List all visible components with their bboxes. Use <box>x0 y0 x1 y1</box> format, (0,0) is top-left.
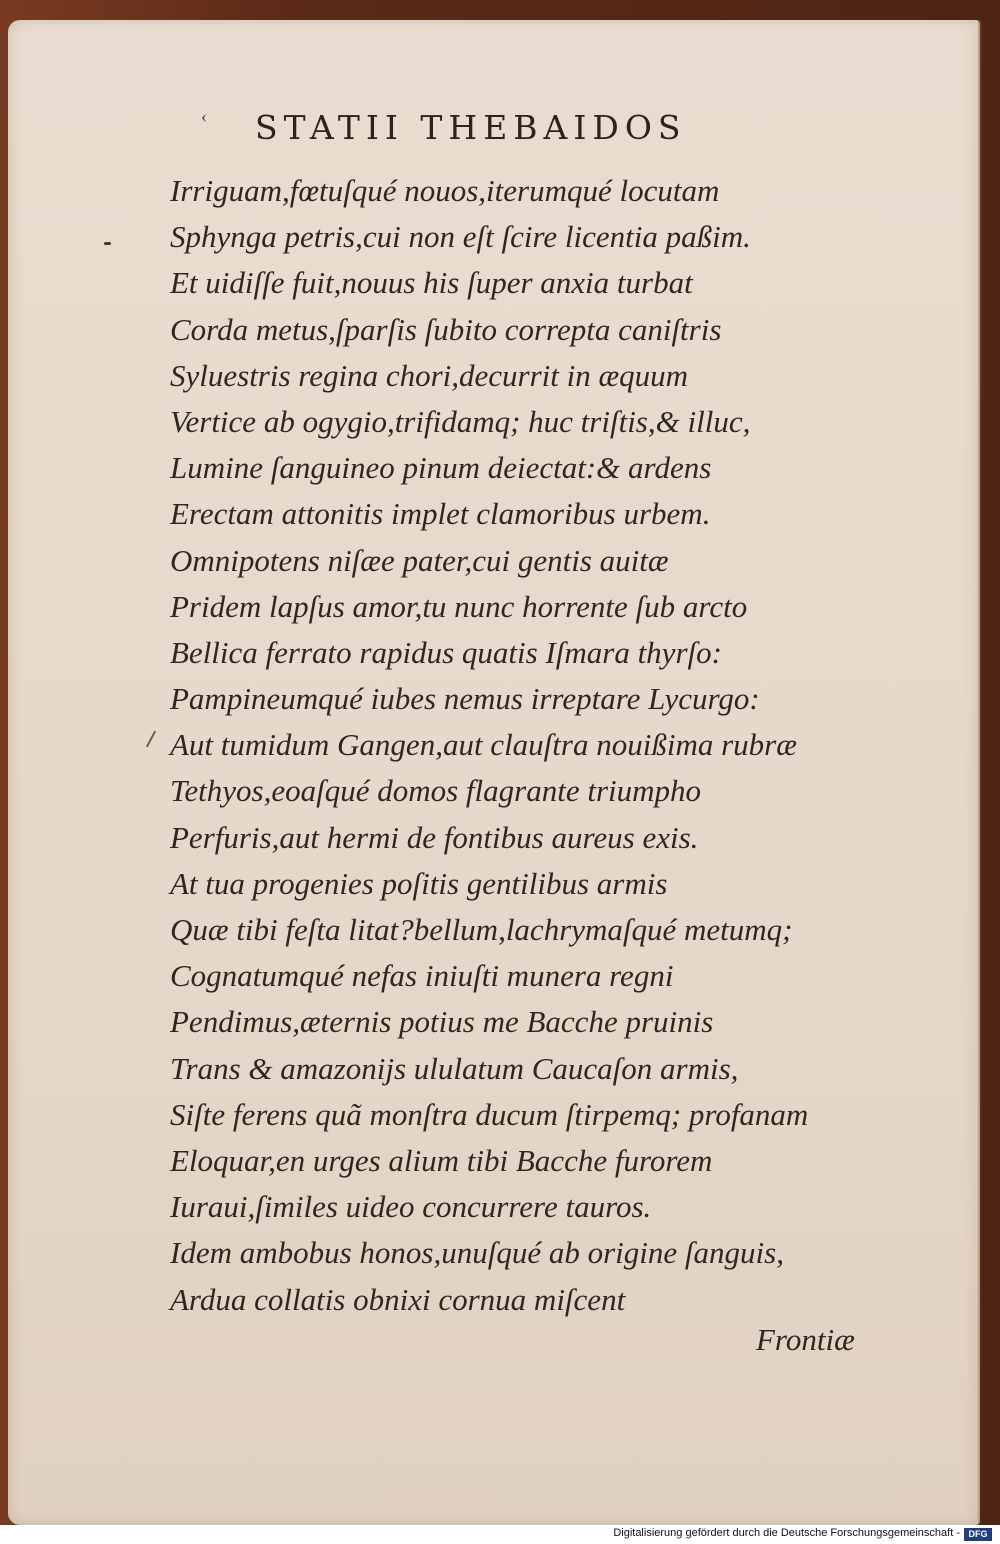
verse-line: Aut tumidum Gangen,aut clauſtra nouißima rubræ <box>170 727 797 763</box>
verse-line: Trans & amazonijs ululatum Caucaſon armis, <box>170 1050 739 1086</box>
verse-line: Quæ tibi feſta litat?bellum,lachrymaſqué metumq; <box>170 912 793 947</box>
catchword: Frontiæ <box>756 1322 855 1357</box>
verse-line: Cognatumqué nefas iniuſti munera regni <box>170 958 674 994</box>
verse-line: Idem ambobus honos,unuſqué ab origine ſanguis, <box>170 1235 784 1271</box>
verse-line: Sphynga petris,cui non eſt ſcire licentia paßim. <box>170 219 751 255</box>
verse-line: Bellica ferrato rapidus quatis Iſmara thyrſo: <box>170 634 722 670</box>
verse-line: At tua progenies poſitis gentilibus armis <box>170 865 668 901</box>
verse-line: Lumine ſanguineo pinum deiectat:& ardens <box>170 450 712 486</box>
verse-line: Corda metus,ſparſis ſubito correpta caniſtris <box>170 311 722 347</box>
running-head-mark: ‹ <box>201 106 207 126</box>
verse-line: Erectam attonitis implet clamoribus urbem. <box>170 496 711 532</box>
verse-line: Siſte ferens quã monſtra ducum ſtirpemq; profanam <box>170 1096 809 1132</box>
verse-line: Tethyos,eoaſqué domos flagrante triumpho <box>170 773 702 809</box>
verse-line: Vertice ab ogygio,trifidamq; huc triſtis,& illuc, <box>170 403 751 439</box>
verse-line: Syluestris regina chori,decurrit in æquum <box>170 357 689 393</box>
running-head-title: STATII THEBAIDOS <box>255 108 687 147</box>
dfg-logo: DFG <box>964 1528 992 1541</box>
verse-line: Pampineumqué iubes nemus irreptare Lycurgo: <box>170 681 760 717</box>
ink-mark <box>104 242 111 245</box>
verse-line: Irriguam,fœtuſqué nouos,iterumqué locutam <box>170 173 720 208</box>
verse-line: Omnipotens niſæe pater,cui gentis auitæ <box>170 542 669 578</box>
verse-line: Et uidiſſe fuit,nouus his ſuper anxia turbat <box>170 265 693 301</box>
verse-line: Ardua collatis obnixi cornua miſcent <box>170 1281 626 1317</box>
page-edge <box>978 20 982 1525</box>
verse-line: Iuraui,ſimiles uideo concurrere tauros. <box>170 1189 652 1225</box>
verse-line: Pridem lapſus amor,tu nunc horrente ſub arcto <box>170 588 748 624</box>
verse-line: Perfuris,aut hermi de fontibus aureus exis. <box>170 819 699 855</box>
verse-line: Eloquar,en urges alium tibi Bacche furorem <box>170 1142 713 1178</box>
footer-credit: Digitalisierung gefördert durch die Deutsche Forschungsgemeinschaft - <box>613 1527 960 1539</box>
verse-block <box>170 168 890 1323</box>
verse-line: Pendimus,æternis potius me Bacche pruinis <box>170 1004 714 1040</box>
